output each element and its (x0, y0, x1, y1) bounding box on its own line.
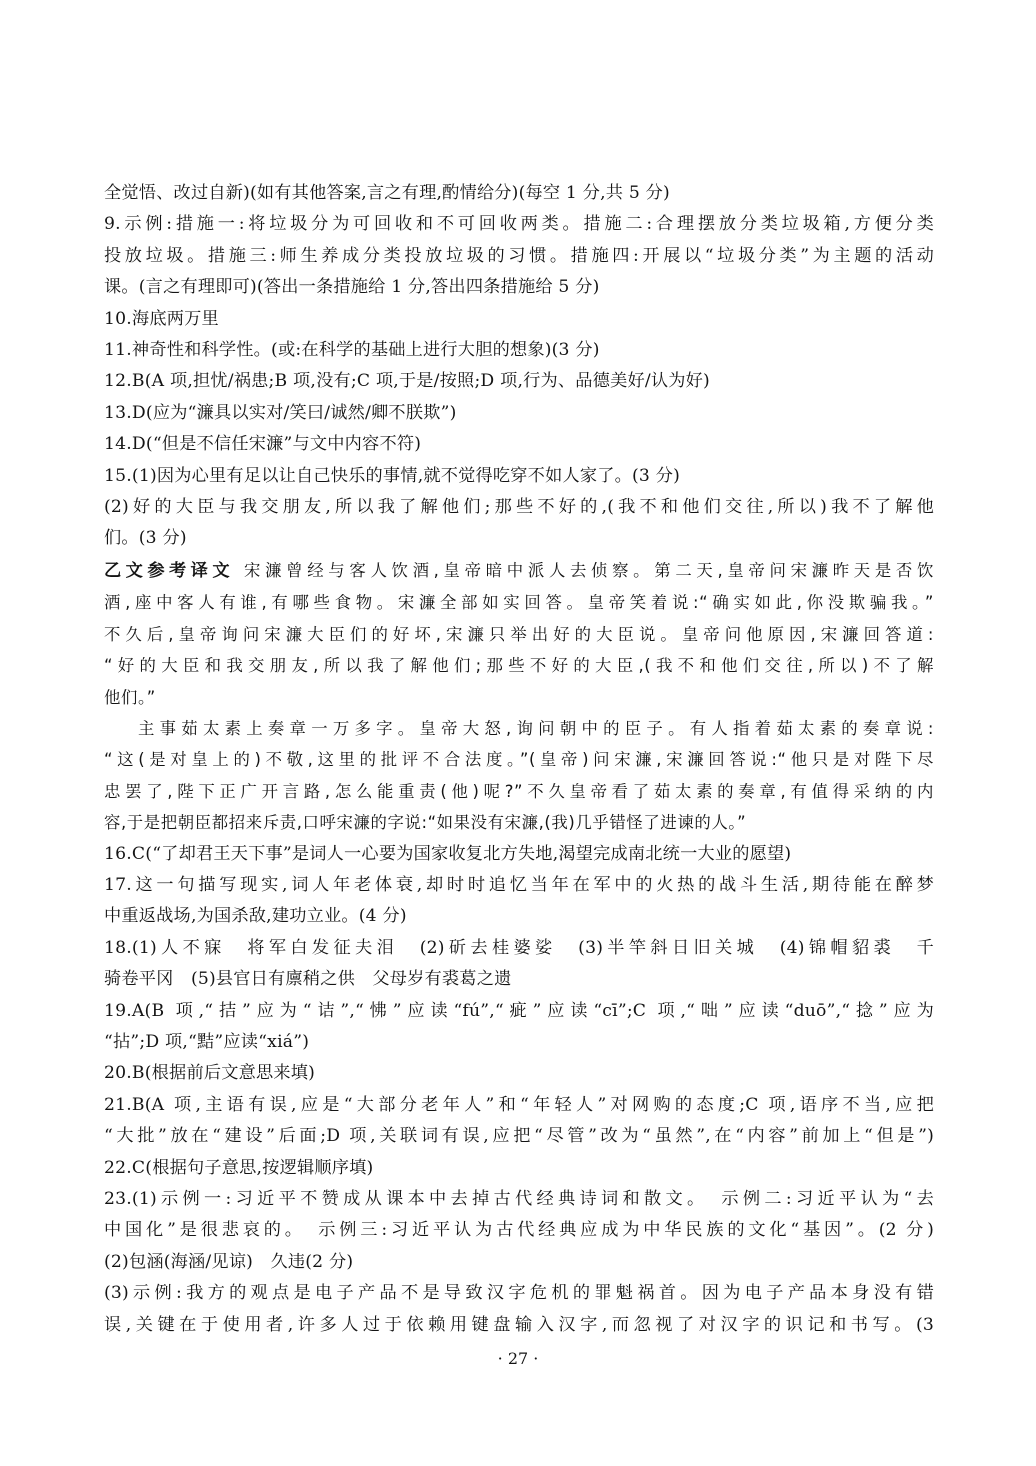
answer-18: 18.(1)人不寐 将军白发征夫泪 (2)斫去桂婆娑 (3)半竿斜日旧关城 (4)锦帽貂裘 千 (104, 937, 934, 958)
answer-line: “大批”放在“建设”后面;D 项,关联词有误,应把“尽管”改为“虽然”,在“内容”前加上“但是”) (104, 1126, 934, 1147)
answer-line: 误,关键在于使用者,许多人过于依赖用键盘输入汉字,而忽视了对汉字的识记和书写。(3 (104, 1314, 934, 1335)
translation-line: “这(是对皇上的)不敬,这里的批评不合法度。”(皇帝)问宋濂,宋濂回答说:“他只是对陛下尽 (104, 750, 934, 770)
translation-line: 容,于是把朝臣都招来斥责,口呼宋濂的字说:“如果没有宋濂,(我)几乎错怪了进谏的人。” (104, 813, 747, 833)
translation-text: 宋濂曾经与客人饮酒,皇帝暗中派人去侦察。第二天,皇帝问宋濂昨天是否饮 (244, 560, 934, 580)
page-number: · 27 · (497, 1349, 539, 1368)
translation-first-line (104, 555, 934, 587)
answer-21: 21.B(A 项,主语有误,应是“大部分老年人”和“年轻人”对网购的态度;C 项,语序不当,应把 (104, 1094, 934, 1115)
answer-15-1: 15.(1)因为心里有足以让自己快乐的事情,就不觉得吃穿不如人家了。(3 分) (104, 465, 681, 486)
answer-23-3: (3)示例:我方的观点是电子产品不是导致汉字危机的罪魁祸首。因为电子产品本身没有错 (104, 1283, 934, 1304)
answer-line: 中国化”是很悲哀的。 示例三:习近平认为古代经典应成为中华民族的文化“基因”。(2 分) (104, 1220, 934, 1241)
answer-22: 22.C(根据句子意思,按逻辑顺序填) (104, 1157, 374, 1178)
answer-content (104, 178, 934, 1341)
answer-10: 10.海底两万里 (104, 308, 219, 329)
answer-13: 13.D(应为“濂具以实对/笑曰/诚然/卿不朕欺”) (104, 402, 457, 423)
translation-line: 他们。” (104, 687, 156, 707)
answer-12: 12.B(A 项,担忧/祸患;B 项,没有;C 项,于是/按照;D 项,行为、品德美好/认为好) (104, 371, 710, 392)
answer-line: 骑卷平冈 (5)县官日有廪稍之供 父母岁有裘葛之遗 (104, 969, 512, 990)
answer-line: 投放垃圾。措施三:师生养成分类投放垃圾的习惯。措施四:开展以“垃圾分类”为主题的活动 (104, 245, 934, 266)
answer-23-1: 23.(1)示例一:习近平不赞成从课本中去掉古代经典诗词和散文。 示例二:习近平认为“去 (104, 1189, 934, 1209)
answer-11: 11.神奇性和科学性。(或:在科学的基础上进行大胆的想象)(3 分) (104, 340, 600, 361)
answer-16: 16.C(“了却君王天下事”是词人一心要为国家收复北方失地,渴望完成南北统一大业的愿望) (104, 843, 792, 864)
translation-line: “好的大臣和我交朋友,所以我了解他们;那些不好的大臣,(我不和他们交往,所以)不了解 (104, 656, 934, 676)
answer-line: “拈”;D 项,“黠”应读“xiá”) (104, 1031, 310, 1052)
answer-line: 中重返战场,为国杀敌,建功立业。(4 分) (104, 906, 407, 927)
answer-line: 课。(言之有理即可)(答出一条措施给 1 分,答出四条措施给 5 分) (104, 277, 600, 298)
answer-19: 19.A(B 项,“拮”应为“诘”,“怫”应读“fú”,“疵”应读“cī”;C 项,“咄”应读“duō”,“捻”应为 (104, 1000, 934, 1021)
answer-line: 全觉悟、改过自新)(如有其他答案,言之有理,酌情给分)(每空 1 分,共 5 分) (104, 183, 670, 203)
translation-heading: 乙文参考译文 (104, 560, 235, 581)
answer-17: 17.这一句描写现实,词人年老体衰,却时时追忆当年在军中的火热的战斗生活,期待能在醉梦 (104, 874, 934, 895)
translation-line: 酒,座中客人有谁,有哪些食物。宋濂全部如实回答。皇帝笑着说:“确实如此,你没欺骗我。” (104, 593, 934, 613)
answer-9: 9.示例:措施一:将垃圾分为可回收和不可回收两类。措施二:合理摆放分类垃圾箱,方便分类 (104, 214, 934, 235)
answer-14: 14.D(“但是不信任宋濂”与文中内容不符) (104, 434, 422, 455)
answer-23-2: (2)包涵(海涵/见谅) 久违(2 分) (104, 1251, 354, 1272)
translation-line: 忠罢了,陛下正广开言路,怎么能重责(他)呢?”不久皇帝看了茹太素的奏章,有值得采纳的内 (104, 781, 934, 801)
answer-line: 们。(3 分) (104, 528, 187, 549)
answer-15-2: (2)好的大臣与我交朋友,所以我了解他们;那些不好的,(我不和他们交往,所以)我不了解他 (104, 497, 934, 518)
answer-20: 20.B(根据前后文意思来填) (104, 1063, 316, 1084)
translation-line: 不久后,皇帝询问宋濂大臣们的好坏,宋濂只举出好的大臣说。皇帝问他原因,宋濂回答道: (104, 624, 934, 644)
translation-line: 主事茹太素上奏章一万多字。皇帝大怒,询问朝中的臣子。有人指着茹太素的奏章说: (138, 718, 934, 738)
